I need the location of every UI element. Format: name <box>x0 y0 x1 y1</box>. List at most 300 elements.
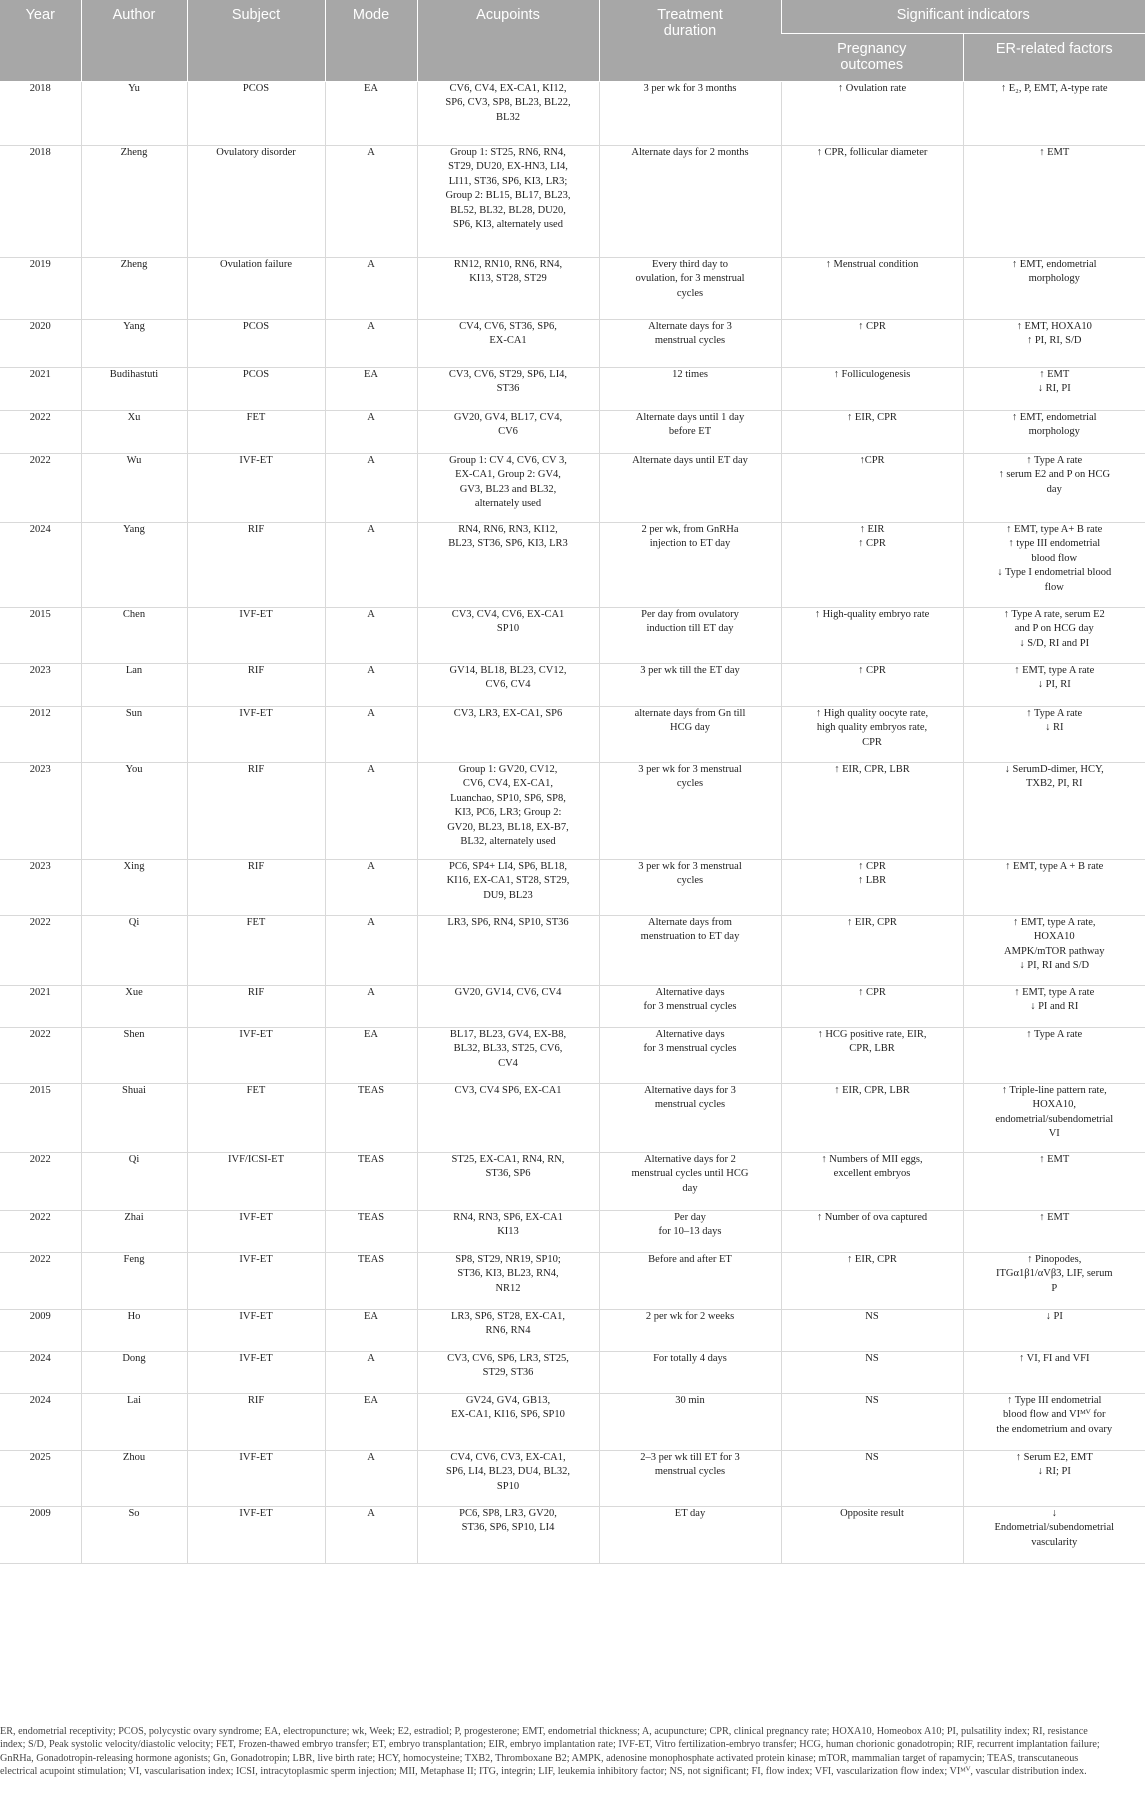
er-factors-cell-line: ↑ PI, RI, S/D <box>1026 335 1082 346</box>
acupoints-cell-line: CV3, CV6, SP6, LR3, ST25, <box>447 1352 569 1364</box>
er-factors-cell-line: ↓ S/D, RI and PI <box>1019 637 1090 649</box>
year-cell: 2018 <box>0 145 81 257</box>
pregnancy-outcome-cell-line: ↑ Menstrual condition <box>825 258 919 270</box>
table-row <box>0 1152 1145 1210</box>
footnote-line: GnRHa, Gonadotropin-releasing hormone agonists; Gn, Gonadotropin; LBR, live birth rate; HCY, homocysteine; TXB2, Thromboxane B2; AMPK, adenosine monophosphate activated protein kinase; mTOR, mammalian target of rapamycin; TEAS, transcutaneous <box>0 1752 1079 1764</box>
duration-cell-line: Alternate days from <box>648 916 732 928</box>
acupoints-cell-line: EX-CA1 <box>489 335 527 346</box>
pregnancy-outcome-cell <box>781 762 963 859</box>
mode-cell: EA <box>325 81 417 145</box>
acupoints-cell <box>417 762 599 859</box>
header-subject: Subject <box>187 0 325 81</box>
year-cell: 2022 <box>0 453 81 522</box>
duration-cell-line: for 3 menstrual cycles <box>643 1043 737 1054</box>
acupoints-cell <box>417 1252 599 1309</box>
acupoints-cell-line: Luanchao, SP10, SP6, SP8, <box>450 792 566 804</box>
pregnancy-outcome-cell <box>781 410 963 453</box>
pregnancy-outcome-cell-line: ↑CPR <box>859 454 885 466</box>
duration-cell-line: menstrual cycles <box>654 1099 726 1110</box>
duration-cell-line: 3 per wk for 3 menstrual <box>638 860 742 872</box>
header-author: Author <box>81 0 187 81</box>
year-cell: 2025 <box>0 1450 81 1506</box>
er-factors-cell-line: ↑ Serum E2, EMT <box>1015 1451 1093 1463</box>
er-factors-cell-line: ↑ Type A rate <box>1026 707 1083 719</box>
er-factors-cell-line: ↑ EMT <box>1039 368 1070 380</box>
subject-cell: FET <box>187 915 325 985</box>
er-factors-cell-line: ↑ Type A rate <box>1026 1028 1083 1040</box>
duration-cell-line: ET day <box>674 1507 706 1519</box>
header-er-related-factors: ER-related factors <box>963 33 1145 81</box>
acupoints-cell-line: BL32, BL33, ST25, CV6, <box>453 1043 563 1054</box>
acupoints-cell <box>417 319 599 367</box>
acupoints-cell-line: ST25, EX-CA1, RN4, RN, <box>451 1153 565 1165</box>
year-cell: 2024 <box>0 522 81 607</box>
pregnancy-outcome-cell <box>781 607 963 663</box>
acupoints-cell-line: SP10 <box>496 623 520 634</box>
table-footnote <box>0 1725 1145 1779</box>
table-row <box>0 81 1145 145</box>
er-factors-cell <box>963 1152 1145 1210</box>
duration-cell <box>599 1309 781 1351</box>
year-cell: 2023 <box>0 762 81 859</box>
er-factors-cell <box>963 81 1145 145</box>
acupoints-cell-line: GV20, BL23, BL18, EX-B7, <box>447 821 569 833</box>
acupoints-cell-line: ST29, ST36 <box>482 1367 534 1378</box>
pregnancy-outcome-cell <box>781 81 963 145</box>
er-factors-cell-line: ↑ serum E2 and P on HCG <box>998 469 1111 480</box>
pregnancy-outcome-cell <box>781 985 963 1027</box>
mode-cell: A <box>325 915 417 985</box>
acupoints-cell <box>417 257 599 319</box>
er-factors-cell <box>963 859 1145 915</box>
duration-cell <box>599 1210 781 1252</box>
er-factors-cell-line: ↑ EMT, type A rate, <box>1012 916 1096 928</box>
er-factors-cell-line: ↑ EMT, type A rate <box>1014 986 1095 998</box>
pregnancy-outcome-cell <box>781 663 963 706</box>
year-cell: 2023 <box>0 663 81 706</box>
header-mode: Mode <box>325 0 417 81</box>
er-factors-cell-line: ↓ PI, RI and S/D <box>1019 960 1090 971</box>
acupoints-cell-line: RN4, RN3, SP6, EX-CA1 <box>453 1211 563 1223</box>
er-factors-cell-line: ↓ PI, RI <box>1037 679 1071 690</box>
pregnancy-outcome-cell-line: NS <box>865 1451 879 1463</box>
mode-cell: A <box>325 985 417 1027</box>
year-cell: 2024 <box>0 1351 81 1393</box>
acupoints-cell <box>417 453 599 522</box>
duration-cell-line: 3 per wk for 3 menstrual <box>638 763 742 775</box>
duration-cell-line: Per day from ovulatory <box>641 608 739 620</box>
author-cell: Lai <box>81 1393 187 1450</box>
table-row <box>0 985 1145 1027</box>
er-factors-cell-line: HOXA10 <box>1033 931 1075 942</box>
subject-cell: RIF <box>187 985 325 1027</box>
mode-cell: TEAS <box>325 1083 417 1152</box>
acupoints-cell <box>417 1309 599 1351</box>
mode-cell: EA <box>325 367 417 410</box>
pregnancy-outcome-cell <box>781 1210 963 1252</box>
er-factors-cell-line: ↓ RI <box>1045 722 1064 733</box>
er-factors-cell <box>963 1393 1145 1450</box>
er-factors-cell <box>963 145 1145 257</box>
acupoints-cell <box>417 1393 599 1450</box>
acupoints-cell-line: LI11, ST36, SP6, KI3, LR3; <box>448 175 568 187</box>
duration-cell <box>599 985 781 1027</box>
header-pregnancy-outcomes-text: Pregnancy outcomes <box>837 40 907 73</box>
duration-cell-line: Alternative days <box>655 986 725 998</box>
author-cell: Shen <box>81 1027 187 1083</box>
duration-cell <box>599 762 781 859</box>
pregnancy-outcome-cell-line: ↑ CPR <box>858 986 886 998</box>
subject-cell: IVF-ET <box>187 1506 325 1563</box>
table-row <box>0 410 1145 453</box>
subject-cell: PCOS <box>187 319 325 367</box>
pregnancy-outcome-cell-line: ↑ HCG positive rate, EIR, <box>817 1028 927 1040</box>
mode-cell: EA <box>325 1309 417 1351</box>
duration-cell-line: 2–3 per wk till ET for 3 <box>640 1451 740 1463</box>
subject-cell: IVF-ET <box>187 607 325 663</box>
acupoints-cell-line: GV20, GV4, BL17, CV4, <box>453 411 563 423</box>
acupoints-cell-line: RN12, RN10, RN6, RN4, <box>453 258 563 270</box>
duration-cell-line: Before and after ET <box>648 1253 732 1265</box>
header-acupoints: Acupoints <box>417 0 599 81</box>
er-factors-cell-line: ↑ type III endometrial <box>1008 538 1101 549</box>
duration-cell <box>599 706 781 762</box>
er-factors-cell-line: ↑ Pinopodes, <box>1027 1253 1082 1265</box>
table-header <box>0 0 1145 81</box>
acupoints-cell-line: SP6, LI4, BL23, DU4, BL32, <box>446 1466 570 1477</box>
table-row <box>0 367 1145 410</box>
acupoints-cell-line: SP8, ST29, NR19, SP10; <box>455 1253 561 1265</box>
year-cell: 2018 <box>0 81 81 145</box>
pregnancy-outcome-cell <box>781 1506 963 1563</box>
year-cell: 2022 <box>0 1252 81 1309</box>
author-cell: Sun <box>81 706 187 762</box>
year-cell: 2020 <box>0 319 81 367</box>
acupoints-cell-line: SP6, KI3, alternately used <box>453 219 563 230</box>
author-cell: So <box>81 1506 187 1563</box>
er-factors-cell <box>963 1027 1145 1083</box>
header-treatment-duration-text: Treatment duration <box>657 7 723 39</box>
author-cell: Xu <box>81 410 187 453</box>
er-factors-cell-line: ↑ EMT, type A rate <box>1014 664 1095 676</box>
acupoints-cell-line: DU9, BL23 <box>483 889 533 901</box>
header-significant-indicators: Significant indicators <box>781 0 1145 33</box>
duration-cell-line: Per day <box>674 1211 706 1223</box>
table-row <box>0 453 1145 522</box>
duration-cell-line: cycles <box>676 778 704 789</box>
table-row <box>0 522 1145 607</box>
acupoints-cell-line: CV6, CV4, EX-CA1, <box>462 778 554 789</box>
duration-cell-line: cycles <box>676 287 704 299</box>
duration-cell-line: day <box>682 1182 698 1194</box>
er-factors-cell-line: ↑ EMT <box>1039 1153 1070 1165</box>
pregnancy-outcome-cell-line: NS <box>865 1394 879 1406</box>
er-factors-cell <box>963 1351 1145 1393</box>
duration-cell <box>599 1351 781 1393</box>
subject-cell: FET <box>187 1083 325 1152</box>
pregnancy-outcome-cell <box>781 915 963 985</box>
acupoints-cell-line: ST29, DU20, EX-HN3, LI4, <box>448 161 568 172</box>
year-cell: 2024 <box>0 1393 81 1450</box>
pregnancy-outcome-cell <box>781 859 963 915</box>
table-row <box>0 1506 1145 1563</box>
pregnancy-outcome-cell <box>781 706 963 762</box>
acupoints-cell-line: Group 1: GV20, CV12, <box>458 763 558 775</box>
author-cell: Yang <box>81 319 187 367</box>
er-factors-cell-line: ↑ EMT, HOXA10 <box>1016 320 1092 332</box>
er-factors-cell-line: flow <box>1044 581 1064 593</box>
pregnancy-outcome-cell-line: ↑ EIR <box>859 523 885 535</box>
pregnancy-outcome-cell-line: CPR, LBR <box>849 1043 895 1054</box>
mode-cell: TEAS <box>325 1152 417 1210</box>
duration-cell <box>599 453 781 522</box>
subject-cell: IVF-ET <box>187 1252 325 1309</box>
year-cell: 2022 <box>0 1152 81 1210</box>
subject-cell: PCOS <box>187 367 325 410</box>
acupoints-cell-line: CV3, CV6, ST29, SP6, LI4, <box>448 368 568 380</box>
mode-cell: TEAS <box>325 1252 417 1309</box>
er-factors-cell-line: TXB2, PI, RI <box>1025 778 1083 789</box>
subject-cell: RIF <box>187 1393 325 1450</box>
acupoints-cell-line: GV20, GV14, CV6, CV4 <box>454 986 562 998</box>
year-cell: 2022 <box>0 1210 81 1252</box>
duration-cell-line: ovulation, for 3 menstrual <box>635 273 745 284</box>
er-factors-cell-line: vascularity <box>1031 1536 1078 1548</box>
author-cell: Zheng <box>81 145 187 257</box>
acupoints-cell <box>417 410 599 453</box>
duration-cell-line: for 3 menstrual cycles <box>643 1001 737 1012</box>
acupoints-cell-line: CV6, CV4, EX-CA1, KI12, <box>449 82 567 94</box>
acupoints-cell-line: BL52, BL32, BL28, DU20, <box>450 204 566 216</box>
pregnancy-outcome-cell <box>781 257 963 319</box>
acupoints-cell-line: LR3, SP6, ST28, EX-CA1, <box>450 1310 566 1322</box>
author-cell: Lan <box>81 663 187 706</box>
acupoints-cell <box>417 1210 599 1252</box>
pregnancy-outcome-cell <box>781 319 963 367</box>
mode-cell: A <box>325 257 417 319</box>
acupoints-cell <box>417 1351 599 1393</box>
table-row <box>0 1083 1145 1152</box>
subject-cell: IVF-ET <box>187 1027 325 1083</box>
pregnancy-outcome-cell-line: ↑ Folliculogenesis <box>833 368 911 380</box>
acupoints-cell-line: SP10 <box>496 1480 520 1492</box>
author-cell: Xue <box>81 985 187 1027</box>
duration-cell <box>599 607 781 663</box>
mode-cell: A <box>325 453 417 522</box>
author-cell: Chen <box>81 607 187 663</box>
footnote-line: ER, endometrial receptivity; PCOS, polycystic ovary syndrome; EA, electropuncture; wk, Week; E2, estradiol; P, progesterone; EMT, endometrial thickness; A, acupuncture; CPR, clinical pregnancy rate; HOXA10, Homeobox A10; PI, pulsatility index; RI, resistance <box>0 1726 1088 1737</box>
acupoints-cell-line: Group 1: ST25, RN6, RN4, <box>450 146 566 158</box>
er-factors-cell <box>963 410 1145 453</box>
acupoints-cell-line: PC6, SP8, LR3, GV20, <box>459 1507 557 1519</box>
duration-cell-line: menstrual cycles <box>654 335 726 346</box>
acupoints-cell-line: KI3, PC6, LR3; Group 2: <box>454 807 562 818</box>
er-factors-cell <box>963 663 1145 706</box>
er-factors-cell-line: P <box>1051 1282 1058 1294</box>
acupoints-cell-line: BL32, alternately used <box>460 836 556 847</box>
pregnancy-outcome-cell <box>781 1309 963 1351</box>
er-factors-cell-line: the endometrium and ovary <box>996 1423 1113 1435</box>
subject-cell: IVF-ET <box>187 706 325 762</box>
er-factors-cell-line: morphology <box>1028 273 1080 284</box>
footnote-line: index; S/D, Peak systolic velocity/diastolic velocity; FET, Frozen-thawed embryo transfer; ET, embryo transplantation; EIR, embryo implantation rate; IVF-ET, Vitro fertilization-embryo transfer; HCG, human chorionic gonadotropin; RIF, recurrent implantation failure; <box>0 1739 1100 1751</box>
pregnancy-outcome-cell <box>781 453 963 522</box>
duration-cell-line: Alternative days for 2 <box>644 1153 736 1165</box>
year-cell: 2022 <box>0 915 81 985</box>
pregnancy-outcome-cell-line: ↑ Numbers of MII eggs, <box>821 1153 923 1165</box>
table-row <box>0 1252 1145 1309</box>
table-row <box>0 859 1145 915</box>
duration-cell-line: Alternate days until 1 day <box>635 411 745 423</box>
acupoints-cell-line: KI16, EX-CA1, ST28, ST29, <box>446 875 570 886</box>
table-row <box>0 663 1145 706</box>
er-factors-cell-line: and P on HCG day <box>1014 623 1094 634</box>
er-factors-cell-line: ↑ Triple-line pattern rate, <box>1001 1084 1107 1096</box>
author-cell: Yu <box>81 81 187 145</box>
acupoints-cell <box>417 706 599 762</box>
pregnancy-outcome-cell-line: Opposite result <box>840 1507 904 1519</box>
acupoints-cell-line: Group 1: CV 4, CV6, CV 3, <box>449 454 567 466</box>
pregnancy-outcome-cell-line: ↑ CPR <box>858 320 886 332</box>
year-cell: 2012 <box>0 706 81 762</box>
pregnancy-outcome-cell <box>781 1351 963 1393</box>
duration-cell <box>599 410 781 453</box>
author-cell: Zheng <box>81 257 187 319</box>
pregnancy-outcome-cell <box>781 145 963 257</box>
table-row <box>0 762 1145 859</box>
acupoints-cell-line: CV3, CV4 SP6, EX-CA1 <box>454 1084 562 1096</box>
pregnancy-outcome-cell-line: ↑ EIR, CPR <box>847 411 897 423</box>
mode-cell: A <box>325 1450 417 1506</box>
er-factors-cell <box>963 367 1145 410</box>
pregnancy-outcome-cell-line: ↑ EIR, CPR <box>847 1253 897 1265</box>
er-factors-cell <box>963 319 1145 367</box>
duration-cell-line: injection to ET day <box>649 538 731 549</box>
duration-cell <box>599 81 781 145</box>
duration-cell-line: before ET <box>668 426 712 437</box>
acupoints-cell-line: CV6 <box>498 426 518 437</box>
author-cell: Xing <box>81 859 187 915</box>
duration-cell-line: 3 per wk for 3 months <box>643 82 737 94</box>
er-factors-cell-line: VI <box>1048 1128 1060 1139</box>
duration-cell-line: Alternative days <box>655 1028 725 1040</box>
acupoints-cell-line: RN6, RN4 <box>485 1325 531 1336</box>
year-cell: 2015 <box>0 607 81 663</box>
table-row <box>0 1027 1145 1083</box>
duration-cell-line: 3 per wk till the ET day <box>640 664 740 676</box>
mode-cell: A <box>325 522 417 607</box>
duration-cell <box>599 319 781 367</box>
er-factors-cell-line: ↑ Type A rate, serum E2 <box>1003 608 1105 620</box>
er-factors-cell-line: Endometrial/subendometrial <box>994 1522 1115 1533</box>
subject-cell: IVF-ET <box>187 1450 325 1506</box>
er-factors-cell-line: HOXA10, <box>1032 1099 1076 1110</box>
er-factors-cell-line: ↓ RI; PI <box>1037 1466 1071 1477</box>
duration-cell-line: 30 min <box>675 1394 705 1406</box>
er-factors-cell <box>963 1309 1145 1351</box>
er-factors-cell <box>963 1450 1145 1506</box>
author-cell: Qi <box>81 915 187 985</box>
acupoints-cell <box>417 915 599 985</box>
acupoints-cell <box>417 1506 599 1563</box>
pregnancy-outcome-cell <box>781 367 963 410</box>
acupoints-cell-line: GV14, BL18, BL23, CV12, <box>449 664 567 676</box>
header-pregnancy-outcomes <box>781 33 963 81</box>
acupoints-cell-line: RN4, RN6, RN3, KI12, <box>458 523 558 535</box>
table-row <box>0 915 1145 985</box>
subject-cell: RIF <box>187 762 325 859</box>
duration-cell-line: induction till ET day <box>646 623 734 634</box>
table-row <box>0 145 1145 257</box>
pregnancy-outcome-cell-line: ↑ High-quality embryo rate <box>814 608 930 620</box>
pregnancy-outcome-cell-line: ↑ EIR, CPR, LBR <box>834 1084 910 1096</box>
acupoints-cell <box>417 663 599 706</box>
duration-cell <box>599 1152 781 1210</box>
table-row <box>0 607 1145 663</box>
table-row <box>0 257 1145 319</box>
author-cell: Zhai <box>81 1210 187 1252</box>
year-cell: 2009 <box>0 1309 81 1351</box>
mode-cell: A <box>325 607 417 663</box>
duration-cell-line: 2 per wk for 2 weeks <box>645 1310 735 1322</box>
year-cell: 2021 <box>0 985 81 1027</box>
pregnancy-outcome-cell <box>781 1152 963 1210</box>
acupoints-cell <box>417 367 599 410</box>
er-factors-cell-line: ITGα1β1/αVβ3, LIF, serum <box>996 1268 1113 1279</box>
footnote-line: electrical acupoint stimulation; VI, vascularisation index; ICSI, intracytoplasmic sperm injection; MII, Metaphase II; ITG, integrin; LIF, leukemia inhibitory factor; NS, not significant; FI, flow index; VFI, vascularization flow index; VIᴹⱽ, vascular distribution index. <box>0 1766 1087 1778</box>
table-body <box>0 81 1145 1563</box>
pregnancy-outcome-cell-line: ↑ EIR, CPR <box>847 916 897 928</box>
acupoints-cell <box>417 1027 599 1083</box>
table-row <box>0 1309 1145 1351</box>
er-factors-cell-line: morphology <box>1028 426 1080 437</box>
pregnancy-outcome-cell <box>781 1252 963 1309</box>
duration-cell-line: for 10–13 days <box>658 1226 722 1237</box>
mode-cell: A <box>325 319 417 367</box>
author-cell: Feng <box>81 1252 187 1309</box>
acupoints-cell-line: EX-CA1, Group 2: GV4, <box>455 469 561 480</box>
table-row <box>0 319 1145 367</box>
pregnancy-outcome-cell-line: ↑ Ovulation rate <box>837 82 907 94</box>
duration-cell <box>599 522 781 607</box>
duration-cell <box>599 257 781 319</box>
author-cell: Qi <box>81 1152 187 1210</box>
subject-cell: IVF-ET <box>187 1309 325 1351</box>
pregnancy-outcome-cell-line: ↑ CPR <box>858 860 886 872</box>
acupoints-cell-line: BL32 <box>496 111 520 123</box>
acupoints-cell-line: KI13 <box>497 1226 519 1237</box>
duration-cell-line: Every third day to <box>651 258 729 270</box>
mode-cell: A <box>325 1351 417 1393</box>
duration-cell <box>599 1450 781 1506</box>
duration-cell <box>599 145 781 257</box>
duration-cell-line: cycles <box>676 875 704 886</box>
er-factors-cell <box>963 1252 1145 1309</box>
year-cell: 2009 <box>0 1506 81 1563</box>
pregnancy-outcome-cell-line: NS <box>865 1352 879 1364</box>
table-row <box>0 1450 1145 1506</box>
subject-cell: RIF <box>187 859 325 915</box>
acupoints-cell <box>417 1450 599 1506</box>
pregnancy-outcome-cell <box>781 1393 963 1450</box>
er-factors-cell-line: ↑ VI, FI and VFI <box>1019 1352 1090 1364</box>
er-factors-cell-line: ↓ PI and RI <box>1030 1001 1079 1012</box>
duration-cell <box>599 1393 781 1450</box>
subject-cell: IVF-ET <box>187 1351 325 1393</box>
er-factors-cell-line: ↓ SerumD-dimer, HCY, <box>1004 763 1104 775</box>
er-factors-cell <box>963 915 1145 985</box>
er-factors-cell-line: endometrial/subendometrial <box>995 1113 1114 1125</box>
